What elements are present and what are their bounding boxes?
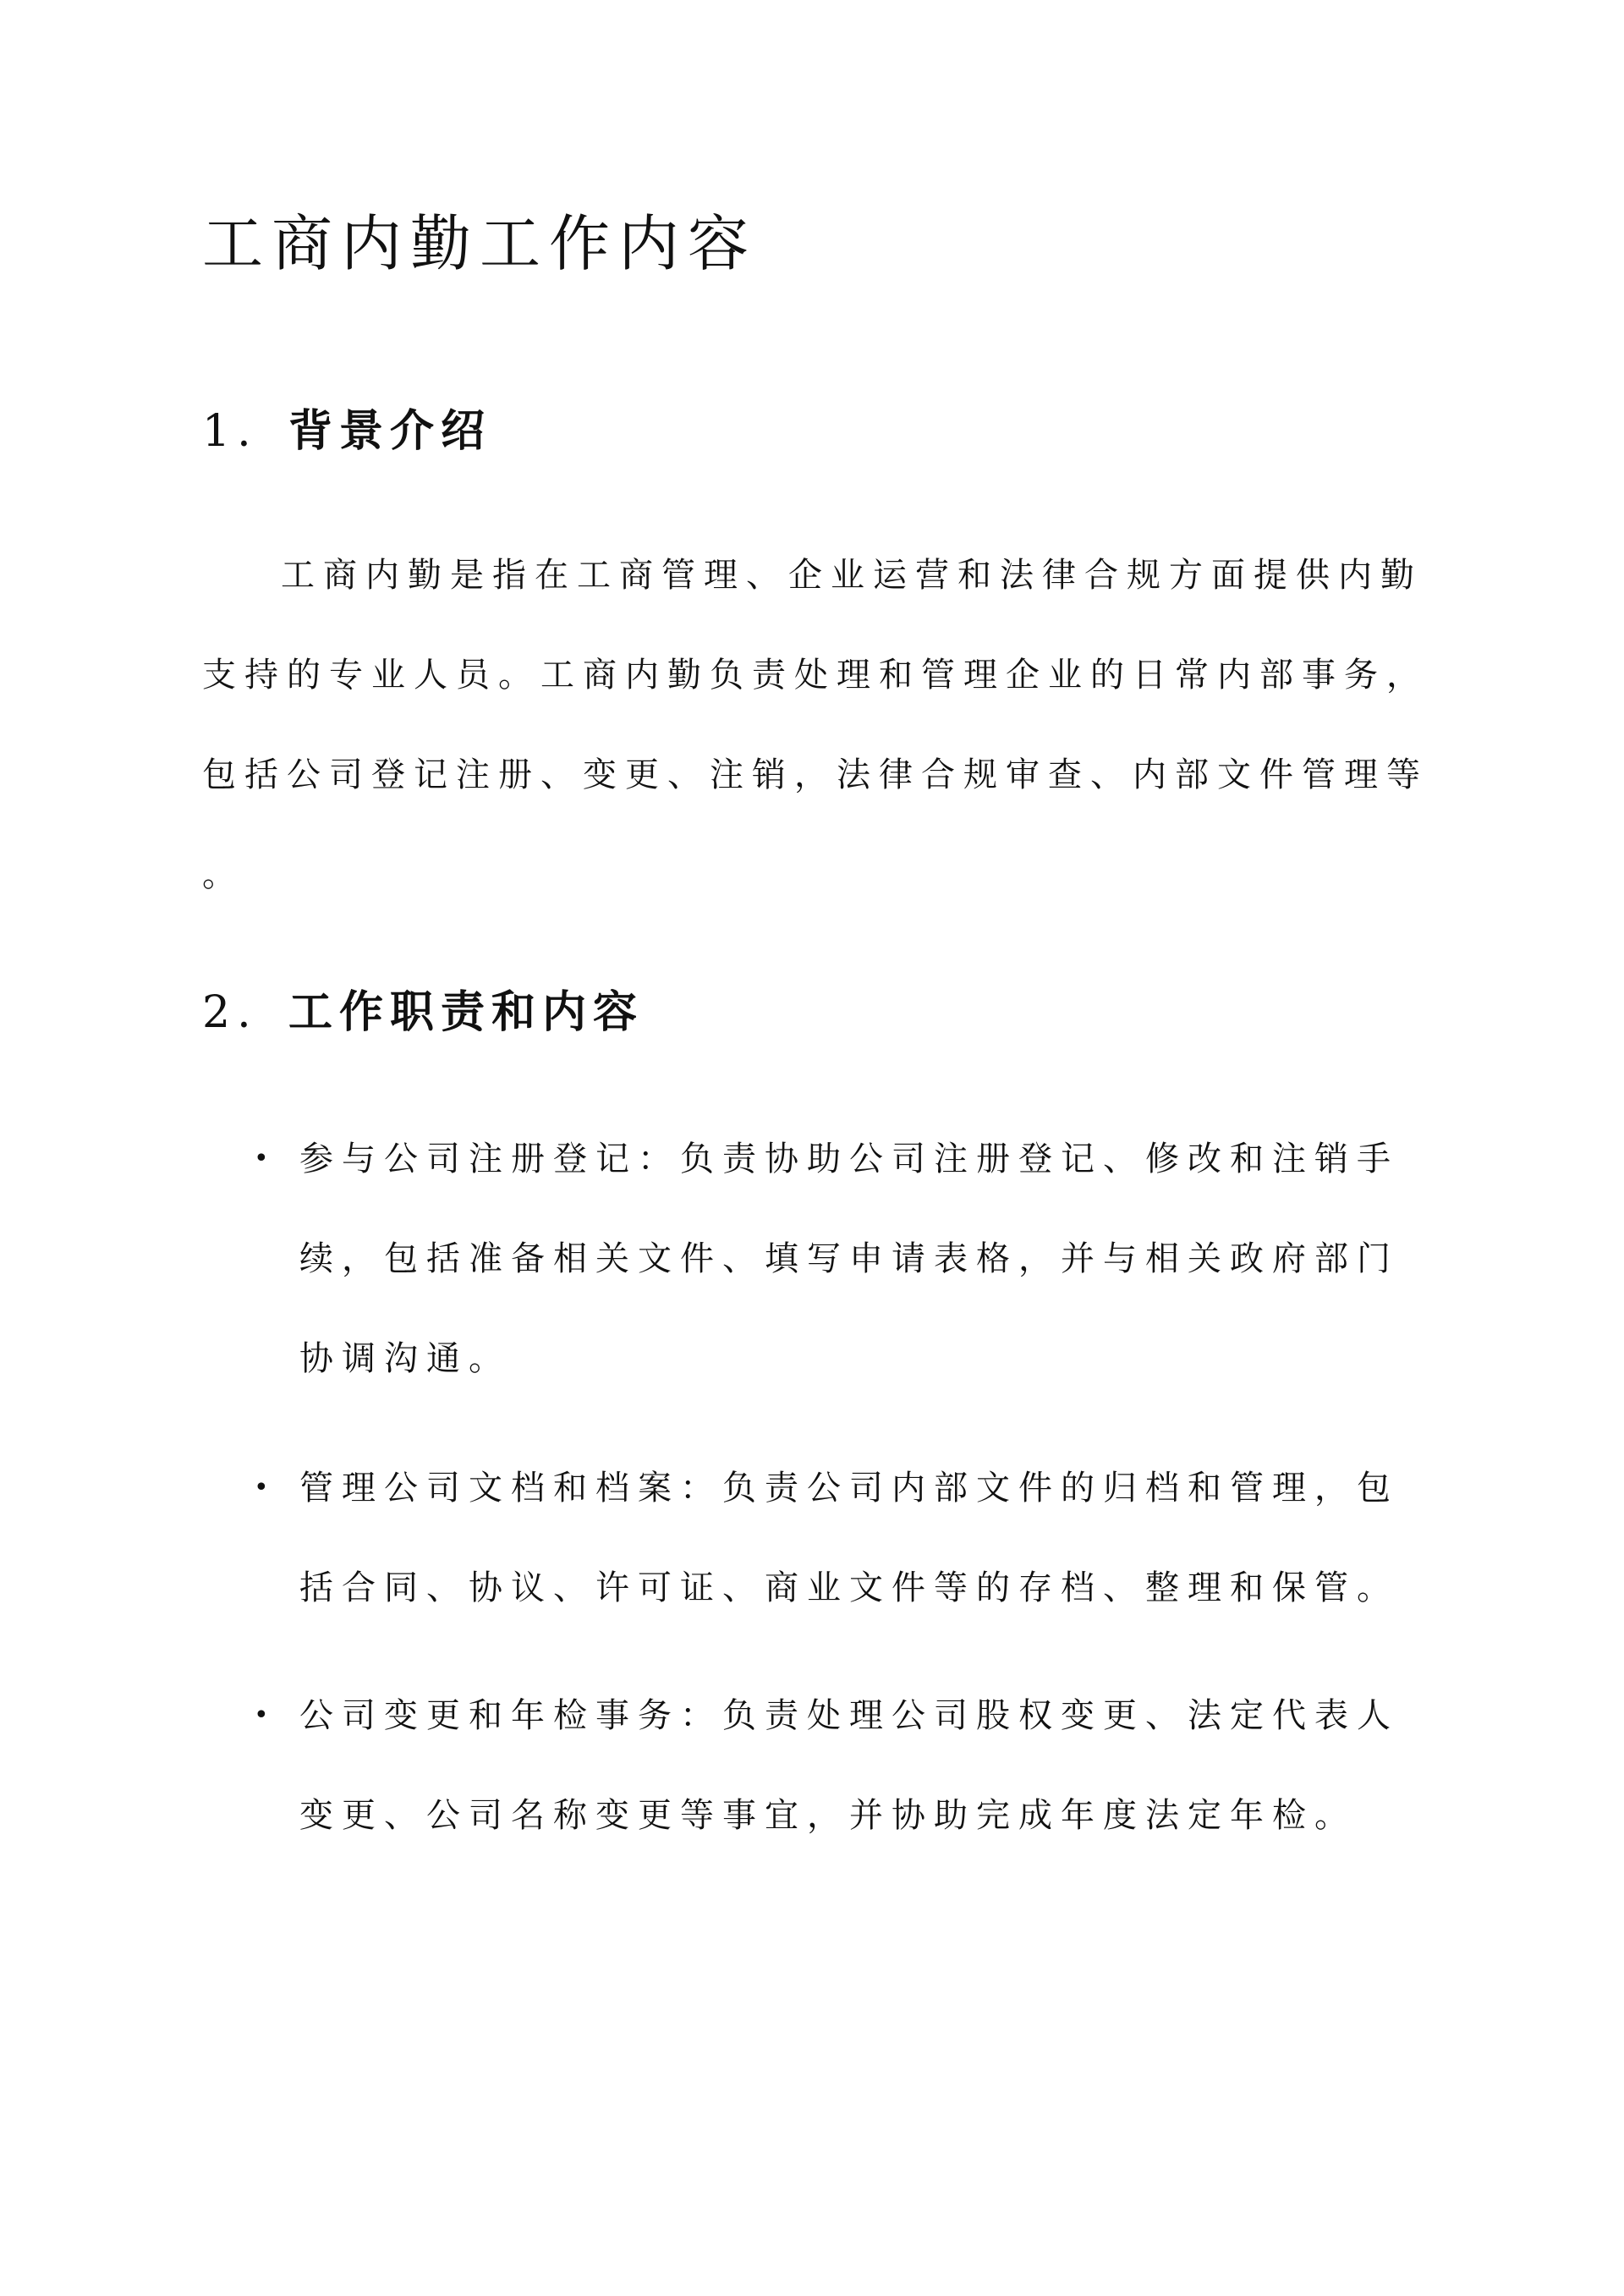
paragraph-line: 工商内勤是指在工商管理、企业运营和法律合规方面提供内勤 (281, 556, 1423, 595)
bullet-icon: • (254, 1700, 269, 1730)
list-item-line: 管理公司文档和档案：负责公司内部文件的归档和管理，包 (299, 1469, 1399, 1508)
list-item-line: 续，包括准备相关文件、填写申请表格，并与相关政府部门 (299, 1239, 1399, 1278)
section-heading-background (202, 402, 491, 461)
bullet-icon: • (254, 1473, 269, 1502)
list-item (254, 1438, 1399, 1638)
list-item (254, 1109, 1399, 1409)
bullet-icon: • (254, 1144, 269, 1173)
paragraph-line: 包括公司登记注册、变更、注销，法律合规审查、内部文件管理等 (202, 755, 1429, 794)
section-title: 背景介绍 (288, 405, 492, 457)
list-item-line: 参与公司注册登记：负责协助公司注册登记、修改和注销手 (299, 1140, 1399, 1178)
section-title: 工作职责和内容 (288, 986, 645, 1038)
section-heading-duties (202, 983, 644, 1042)
document-title: 工商内勤工作内容 (202, 208, 758, 279)
list-item (254, 1666, 1399, 1865)
list-item-line: 协调沟通。 (299, 1339, 511, 1378)
background-paragraph (202, 525, 1429, 925)
section-number: 1. (202, 406, 258, 457)
paragraph-line: 。 (202, 855, 244, 894)
section-number: 2. (202, 987, 258, 1038)
list-item-line: 括合同、协议、许可证、商业文件等的存档、整理和保管。 (299, 1568, 1399, 1607)
paragraph-line: 支持的专业人员。工商内勤负责处理和管理企业的日常内部事务， (202, 656, 1429, 695)
list-item-line: 公司变更和年检事务：负责处理公司股权变更、法定代表人 (299, 1696, 1399, 1735)
list-item-line: 变更、公司名称变更等事宜，并协助完成年度法定年检。 (299, 1796, 1357, 1835)
